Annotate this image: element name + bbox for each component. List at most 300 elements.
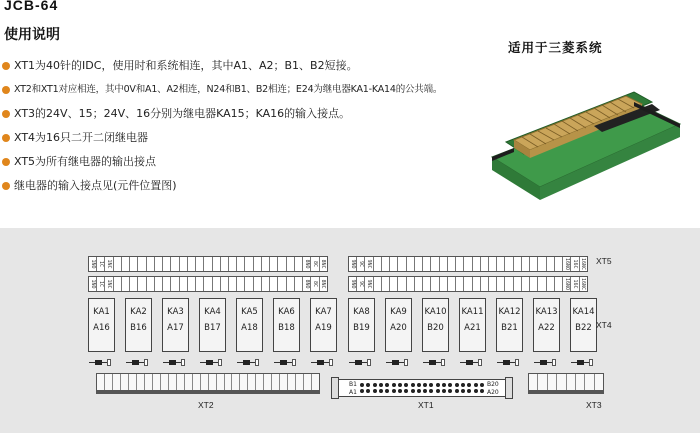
diode-icon (89, 359, 109, 367)
idc-pin (373, 389, 377, 393)
diode-bar (280, 360, 287, 365)
screw-terminal (288, 374, 296, 390)
diode-bar (95, 360, 102, 365)
terminal-label: 8C (311, 260, 318, 268)
bullet-dot-icon (2, 110, 10, 118)
diode-rn (515, 359, 519, 366)
relay-name: KA2 (130, 307, 147, 317)
terminal-cell (563, 277, 571, 291)
terminal-cell (382, 277, 390, 291)
screw-terminal (153, 374, 161, 390)
idc-pin (436, 383, 440, 387)
terminal-cell (431, 257, 439, 271)
screw-terminal (576, 374, 585, 390)
terminal-cell (440, 277, 448, 291)
idc-pin (436, 389, 440, 393)
terminal-cell (287, 257, 295, 271)
terminal-label: 16NC (580, 257, 587, 271)
terminal-cell (229, 257, 237, 271)
relay-input-pin: B22 (575, 323, 592, 333)
idc-pin (385, 389, 389, 393)
relay-name: KA4 (204, 307, 221, 317)
screw-terminal (121, 374, 129, 390)
terminal-cell (522, 257, 530, 271)
terminal-cell (213, 257, 221, 271)
screw-terminal (232, 374, 240, 390)
idc-pin (411, 389, 415, 393)
idc-pin (467, 383, 471, 387)
terminal-cell (254, 257, 262, 271)
diode-icon (386, 359, 406, 367)
terminal-cell (505, 257, 513, 271)
diode-icon (349, 359, 369, 367)
terminal-label: 1NC (106, 279, 113, 289)
idc-pin (480, 383, 484, 387)
instruction-item: XT1为40针的IDC，使用时和系统相连，其中A1、A2；B1、B2短接。 (0, 58, 442, 82)
idc-pin (442, 389, 446, 393)
terminal-cell (448, 277, 456, 291)
xt3-label: XT3 (586, 400, 602, 410)
terminal-cell (390, 257, 398, 271)
diode-icon (423, 359, 443, 367)
terminal-cell (311, 257, 319, 271)
terminal-cell (114, 257, 122, 271)
idc-pin (392, 389, 396, 393)
terminal-cell (481, 257, 489, 271)
terminal-cell (122, 277, 130, 291)
idc-pin (442, 383, 446, 387)
terminal-label: 8NO (303, 259, 310, 269)
terminal-cell (505, 277, 513, 291)
terminal-cell (147, 277, 155, 291)
diode-rn (329, 359, 333, 366)
terminal-label: 16NO (563, 257, 570, 271)
terminal-cell (237, 257, 245, 271)
relay-name: KA5 (241, 307, 258, 317)
xt4-label: XT4 (596, 320, 612, 330)
relay-name: KA7 (315, 307, 332, 317)
idc-pin (423, 383, 427, 387)
diode-rn (144, 359, 148, 366)
relay-ka7 (310, 298, 337, 352)
relay-input-pin: A20 (390, 323, 407, 333)
relay-ka3 (162, 298, 189, 352)
diode-icon (311, 359, 331, 367)
terminal-cell (415, 257, 423, 271)
xt1-label: XT1 (418, 400, 434, 410)
terminal-label: 16NC (580, 277, 587, 291)
diode-rn (478, 359, 482, 366)
diode-bar (169, 360, 176, 365)
screw-terminal (304, 374, 312, 390)
screw-terminal (538, 374, 547, 390)
terminal-label: 16C (571, 259, 578, 269)
terminal-cell (473, 257, 481, 271)
screw-terminal (97, 374, 105, 390)
idc-latch-left (331, 377, 339, 399)
diode-icon (274, 359, 294, 367)
terminal-cell (555, 257, 563, 271)
idc-pin (385, 383, 389, 387)
idc-pin-a20: A20 (487, 389, 499, 396)
terminal-cell (155, 257, 163, 271)
relay-ka10 (422, 298, 449, 352)
terminal-cell (374, 257, 382, 271)
relay-name: KA10 (424, 307, 447, 317)
diode-bar (466, 360, 473, 365)
idc-pin (461, 383, 465, 387)
terminal-cell (122, 257, 130, 271)
idc-pin (392, 383, 396, 387)
screw-terminal (595, 374, 603, 390)
idc-pin (360, 389, 364, 393)
screw-terminal (177, 374, 185, 390)
screw-terminal (256, 374, 264, 390)
diode-bar (392, 360, 399, 365)
terminal-label: 8C (311, 280, 318, 288)
relay-name: KA1 (93, 307, 110, 317)
terminal-cell (349, 277, 357, 291)
terminal-cell (357, 277, 365, 291)
relay-input-pin: B19 (353, 323, 370, 333)
terminal-cell (448, 257, 456, 271)
terminal-cell (473, 277, 481, 291)
diode-bar (132, 360, 139, 365)
terminal-cell (464, 257, 472, 271)
terminal-cell (89, 277, 97, 291)
screw-terminal (280, 374, 288, 390)
relay-name: KA3 (167, 307, 184, 317)
bullet-dot-icon (2, 86, 10, 94)
terminal-cell (105, 277, 113, 291)
screw-terminal (161, 374, 169, 390)
diode-rn (404, 359, 408, 366)
idc-pin (398, 389, 402, 393)
screw-terminal (248, 374, 256, 390)
relay-input-pin: A19 (315, 323, 332, 333)
diode-bar (429, 360, 436, 365)
screw-terminal (105, 374, 113, 390)
terminal-cell (398, 277, 406, 291)
diode-icon (163, 359, 183, 367)
idc-pin (474, 383, 478, 387)
terminal-cell (563, 257, 571, 271)
relay-ka6 (273, 298, 300, 352)
screw-terminal (296, 374, 304, 390)
terminal-cell (262, 257, 270, 271)
terminal-cell (278, 257, 286, 271)
instruction-list (0, 58, 442, 202)
terminal-cell (415, 277, 423, 291)
relay-input-pin: B17 (204, 323, 221, 333)
diode-rn (218, 359, 222, 366)
component-layout-diagram (0, 228, 700, 433)
terminal-cell (245, 277, 253, 291)
diode-rn (367, 359, 371, 366)
idc-pin (366, 389, 370, 393)
terminal-cell (320, 277, 327, 291)
bullet-dot-icon (2, 182, 10, 190)
screw-terminal (557, 374, 566, 390)
relay-ka12 (496, 298, 523, 352)
terminal-label: 9NO (349, 279, 356, 289)
terminal-cell (423, 277, 431, 291)
idc-pin (455, 383, 459, 387)
terminal-cell (221, 277, 229, 291)
idc-pin (423, 389, 427, 393)
xt5-right-bottom-strip (348, 276, 588, 292)
xt5-label: XT5 (596, 256, 612, 266)
relay-name: KA14 (572, 307, 595, 317)
screw-terminal (169, 374, 177, 390)
terminal-cell (188, 257, 196, 271)
terminal-cell (547, 257, 555, 271)
relay-input-pin: A21 (464, 323, 481, 333)
terminal-cell (349, 257, 357, 271)
xt2-label: XT2 (198, 400, 214, 410)
diode-icon (571, 359, 591, 367)
diode-rn (292, 359, 296, 366)
xt5-right-top-strip (348, 256, 588, 272)
relay-input-pin: B20 (427, 323, 444, 333)
usage-heading: 使用说明 (4, 27, 60, 43)
terminal-cell (365, 257, 373, 271)
terminal-label: 1NO (89, 279, 96, 289)
relay-input-pin: A18 (241, 323, 258, 333)
terminal-cell (530, 277, 538, 291)
relay-ka11 (459, 298, 486, 352)
idc-pin (417, 383, 421, 387)
terminal-cell (303, 257, 311, 271)
relay-board-photo (484, 62, 688, 212)
diode-icon (237, 359, 257, 367)
terminal-cell (229, 277, 237, 291)
terminal-label: 16NO (563, 277, 570, 291)
instruction-item: XT4为16只二开二闭继电器 (0, 130, 442, 154)
terminal-label: 9NC (366, 279, 373, 289)
xt3-base-rail (528, 391, 604, 394)
terminal-cell (580, 257, 587, 271)
terminal-cell (237, 277, 245, 291)
instruction-item: XT5为所有继电器的输出接点 (0, 154, 442, 178)
relay-input-pin: B21 (501, 323, 518, 333)
terminal-cell (97, 277, 105, 291)
diode-icon (534, 359, 554, 367)
screw-terminal (217, 374, 225, 390)
screw-terminal (585, 374, 594, 390)
terminal-cell (382, 257, 390, 271)
diode-icon (126, 359, 146, 367)
relay-input-pin: A17 (167, 323, 184, 333)
terminal-label: 8NC (320, 279, 327, 289)
xt5-left-top-strip (88, 256, 328, 272)
terminal-label: 9NC (366, 259, 373, 269)
terminal-cell (138, 277, 146, 291)
terminal-cell (571, 257, 579, 271)
terminal-cell (538, 277, 546, 291)
screw-terminal (312, 374, 319, 390)
screw-terminal (137, 374, 145, 390)
relay-name: KA9 (390, 307, 407, 317)
terminal-cell (171, 277, 179, 291)
idc-pin (379, 389, 383, 393)
screw-terminal (113, 374, 121, 390)
terminal-cell (163, 257, 171, 271)
relay-ka2 (125, 298, 152, 352)
terminal-cell (221, 257, 229, 271)
diode-rn (181, 359, 185, 366)
terminal-cell (407, 277, 415, 291)
terminal-cell (204, 277, 212, 291)
idc-pin (474, 389, 478, 393)
screw-terminal (225, 374, 233, 390)
terminal-cell (180, 257, 188, 271)
xt3-terminal-strip (528, 373, 604, 391)
instruction-item: 继电器的输入接点见(元件位置图) (0, 178, 442, 202)
xt2-base-rail (96, 391, 320, 394)
screw-terminal (145, 374, 153, 390)
terminal-cell (163, 277, 171, 291)
terminal-cell (365, 277, 373, 291)
terminal-cell (464, 277, 472, 291)
instruction-item: XT3的24V、15；24V、16分别为继电器KA15；KA16的输入接点。 (0, 106, 442, 130)
terminal-cell (374, 277, 382, 291)
terminal-cell (188, 277, 196, 291)
terminal-cell (489, 277, 497, 291)
relay-ka9 (385, 298, 412, 352)
terminal-cell (481, 277, 489, 291)
terminal-cell (171, 257, 179, 271)
terminal-cell (295, 277, 303, 291)
terminal-cell (254, 277, 262, 291)
idc-pin (429, 383, 433, 387)
xt2-terminal-strip (96, 373, 320, 391)
relay-name: KA11 (461, 307, 484, 317)
idc-pin-a1: A1 (349, 389, 357, 396)
terminal-cell (456, 277, 464, 291)
terminal-cell (580, 277, 587, 291)
terminal-cell (431, 277, 439, 291)
terminal-label: 9NO (349, 259, 356, 269)
idc-pin-b20: B20 (487, 381, 499, 388)
terminal-cell (398, 257, 406, 271)
idc-latch-right (505, 377, 513, 399)
terminal-cell (262, 277, 270, 291)
terminal-cell (287, 277, 295, 291)
diode-bar (577, 360, 584, 365)
diode-rn (589, 359, 593, 366)
idc-pin (461, 389, 465, 393)
diode-rn (552, 359, 556, 366)
terminal-cell (130, 257, 138, 271)
xt5-left-bottom-strip (88, 276, 328, 292)
idc-pin-grid (359, 382, 485, 394)
terminal-cell (514, 257, 522, 271)
terminal-cell (522, 277, 530, 291)
terminal-label: 1C (97, 280, 104, 288)
idc-pin-b1: B1 (349, 381, 357, 388)
relay-ka13 (533, 298, 560, 352)
terminal-cell (555, 277, 563, 291)
diode-bar (243, 360, 250, 365)
diode-rn (107, 359, 111, 366)
screw-terminal (264, 374, 272, 390)
terminal-cell (547, 277, 555, 291)
screw-terminal (193, 374, 201, 390)
terminal-cell (357, 257, 365, 271)
screw-terminal (129, 374, 137, 390)
screw-terminal (272, 374, 280, 390)
terminal-cell (514, 277, 522, 291)
idc-pin (373, 383, 377, 387)
idc-pin (448, 389, 452, 393)
diode-bar (355, 360, 362, 365)
terminal-cell (204, 257, 212, 271)
idc-pin (404, 383, 408, 387)
relay-input-pin: A16 (93, 323, 110, 333)
idc-pin (360, 383, 364, 387)
diode-rn (255, 359, 259, 366)
terminal-label: 1C (97, 260, 104, 268)
terminal-cell (130, 277, 138, 291)
terminal-cell (270, 257, 278, 271)
idc-pin (448, 383, 452, 387)
terminal-label: 1NC (106, 259, 113, 269)
terminal-cell (390, 277, 398, 291)
idc-pin (467, 389, 471, 393)
terminal-cell (489, 257, 497, 271)
screw-terminal (529, 374, 538, 390)
idc-pin (429, 389, 433, 393)
relay-ka4 (199, 298, 226, 352)
diode-rn (441, 359, 445, 366)
compatibility-label: 适用于三菱系统 (508, 40, 603, 55)
terminal-cell (138, 257, 146, 271)
diode-icon (497, 359, 517, 367)
idc-pin (480, 389, 484, 393)
terminal-cell (311, 277, 319, 291)
terminal-cell (213, 277, 221, 291)
relay-input-pin: B16 (130, 323, 147, 333)
xt1-idc-connector (338, 379, 506, 397)
idc-pin (411, 383, 415, 387)
screw-terminal (548, 374, 557, 390)
relay-ka5 (236, 298, 263, 352)
terminal-cell (407, 257, 415, 271)
idc-pin (366, 383, 370, 387)
bullet-dot-icon (2, 158, 10, 166)
model-number: JCB-64 (4, 0, 59, 13)
screw-terminal (567, 374, 576, 390)
terminal-cell (270, 277, 278, 291)
screw-terminal (185, 374, 193, 390)
relay-name: KA13 (535, 307, 558, 317)
screw-terminal (240, 374, 248, 390)
diode-bar (317, 360, 324, 365)
terminal-cell (180, 277, 188, 291)
terminal-label: 16C (571, 279, 578, 289)
terminal-cell (155, 277, 163, 291)
bullet-dot-icon (2, 62, 10, 70)
terminal-cell (278, 277, 286, 291)
diode-icon (460, 359, 480, 367)
idc-pin (398, 383, 402, 387)
idc-pin (379, 383, 383, 387)
terminal-cell (147, 257, 155, 271)
terminal-label: 1NO (89, 259, 96, 269)
relay-name: KA8 (353, 307, 370, 317)
terminal-cell (456, 257, 464, 271)
